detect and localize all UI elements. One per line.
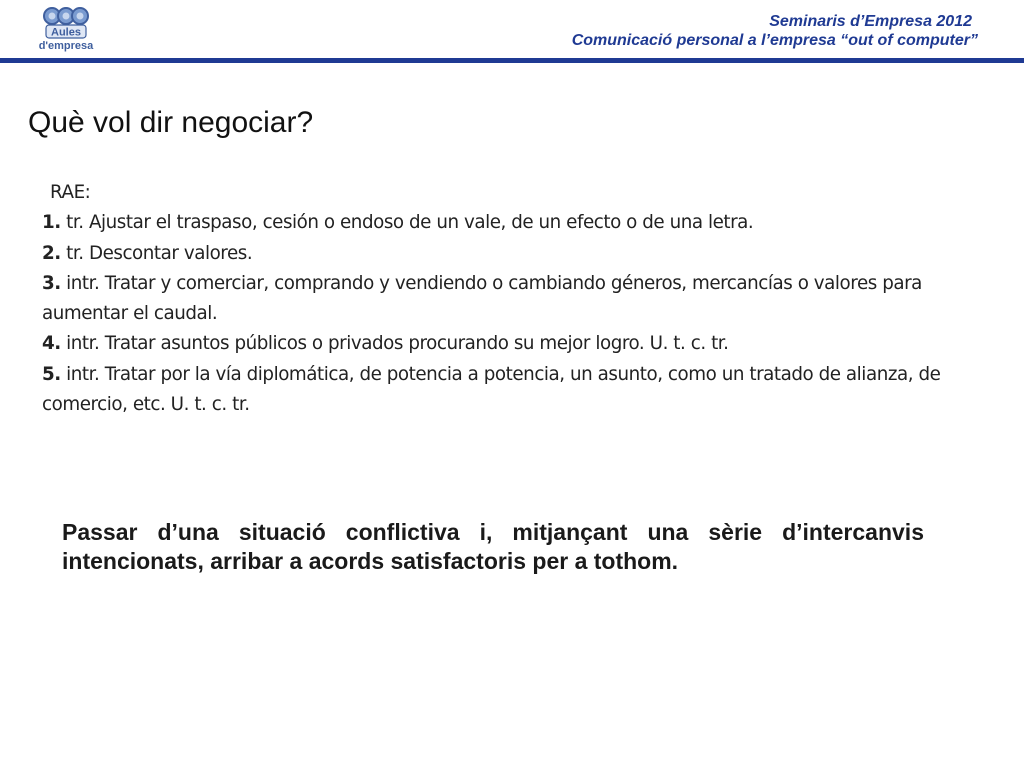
definition-text: intr. Tratar asuntos públicos o privados procurando su mejor logro. U. t. c. tr.: [60, 333, 729, 355]
definition-item: [42, 208, 1002, 238]
rae-definitions: [42, 178, 1002, 420]
definition-text: tr. Descontar valores.: [60, 242, 253, 264]
header-divider: [0, 58, 1024, 63]
definition-text: intr. Tratar por la vía diplomática, de potencia a potencia, un asunto, como un tratado de alianza, de comercio, etc. U. t. c. tr.: [42, 363, 941, 416]
logo-text-line2: d'empresa: [38, 40, 94, 52]
definition-item: [42, 360, 1002, 421]
definition-text: tr. Ajustar el traspaso, cesión o endoso de un vale, de un efecto o de una letra.: [60, 212, 754, 234]
definition-number: 3.: [42, 272, 61, 294]
definition-item: [42, 269, 1002, 330]
header-subtitle: Comunicació personal a l’empresa “out of computer”: [571, 32, 978, 49]
logo-text-line1: Aules: [51, 26, 81, 39]
definition-item: [42, 329, 1002, 359]
slide-title: Què vol dir negociar?: [28, 106, 314, 139]
aules-d-empresa-logo: [28, 6, 104, 56]
negotiation-statement: Passar d’una situació conflictiva i, mitjançant una sèrie d’intercanvis intencionats, arribar a acords satisfactoris per a tothom.: [62, 519, 924, 574]
definition-number: 5.: [42, 363, 61, 385]
header-text: [571, 12, 978, 50]
definition-item: [42, 239, 1002, 269]
definition-number: 1.: [42, 212, 61, 234]
rae-label: RAE:: [50, 182, 91, 203]
header-title: Seminaris d’Empresa 2012: [769, 13, 972, 30]
definition-number: 2.: [42, 242, 61, 264]
definition-text: intr. Tratar y comerciar, comprando y vendiendo o cambiando géneros, mercancías o valores para aumentar el caudal.: [42, 272, 922, 325]
definition-number: 4.: [42, 333, 61, 355]
